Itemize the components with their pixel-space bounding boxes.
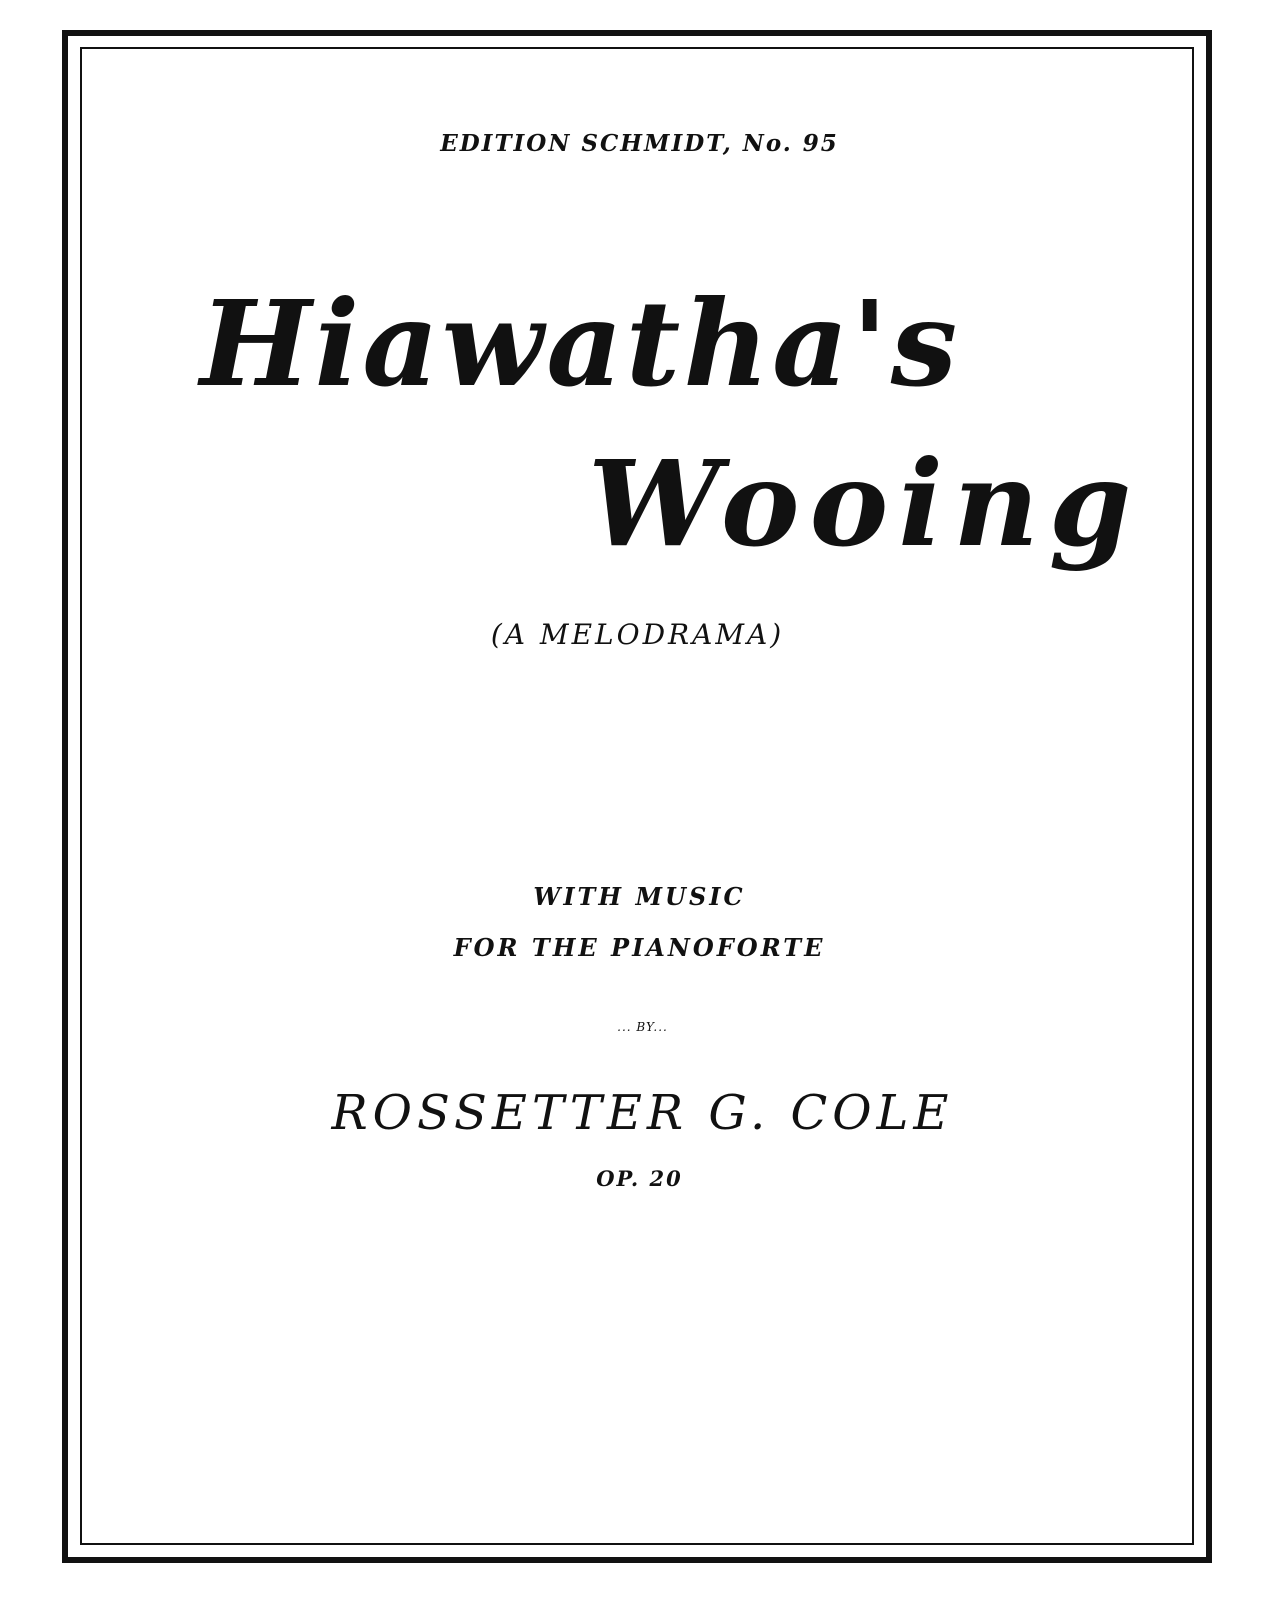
description-line-2: FOR THE PIANOFORTE bbox=[453, 933, 826, 962]
title-line-1: Hiawatha's bbox=[200, 274, 961, 413]
edition-label: EDITION SCHMIDT, No. 95 bbox=[440, 130, 839, 157]
inner-border bbox=[80, 47, 1194, 1545]
by-label: ... BY... bbox=[617, 1020, 668, 1034]
title-line-2: Wooing bbox=[588, 434, 1142, 573]
description-line-1: WITH MUSIC bbox=[533, 882, 746, 911]
subtitle: (A MELODRAMA) bbox=[490, 618, 785, 651]
opus-number: OP. 20 bbox=[596, 1166, 683, 1191]
composer-name: ROSSETTER G. COLE bbox=[331, 1085, 954, 1141]
